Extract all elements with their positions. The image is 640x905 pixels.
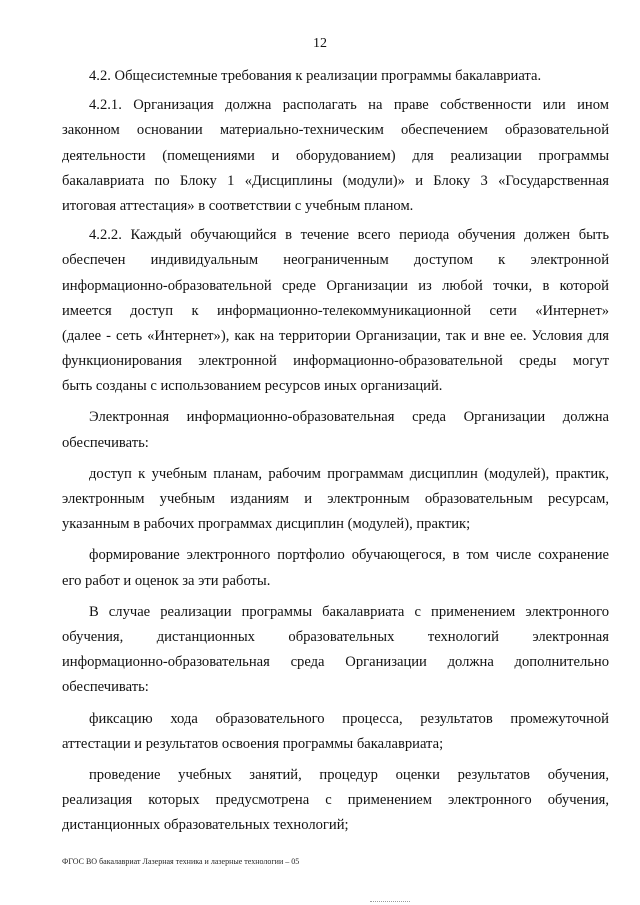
text-line: 4.2.2. Каждый обучающийся в течение всего периода обучения должен быть (89, 227, 609, 244)
paragraph-fixation (62, 707, 609, 757)
page-footer: ФГОС ВО бакалавриат Лазерная техника и лазерные технологии – 05 (62, 857, 300, 866)
text-line: фиксацию хода образовательного процесса, результатов промежуточной (89, 710, 609, 727)
text-line: быть созданы с использованием ресурсов иных организаций. (62, 378, 443, 395)
text-line: его работ и оценок за эти работы. (62, 572, 271, 589)
text-line: формирование электронного портфолио обучающегося, в том числе сохранение (89, 547, 609, 564)
page-body (62, 64, 609, 838)
text-line: реализация которых предусмотрена с применением электронного обучения, (62, 792, 609, 809)
text-line: имеется доступ к информационно-телекоммуникационной сети «Интернет» (62, 302, 609, 319)
text-line: деятельности (помещениями и оборудованием) для реализации программы (62, 147, 609, 164)
text-line: В случае реализации программы бакалавриата с применением электронного (89, 603, 609, 620)
text-line: доступ к учебным планам, рабочим программам дисциплин (модулей), практик, (89, 465, 609, 482)
page-number: 12 (313, 36, 327, 51)
paragraph-eios-intro (62, 405, 609, 455)
text-line: информационно-образовательной среде Организации из любой точки, в которой (62, 277, 609, 294)
text-line: бакалавриата по Блоку 1 «Дисциплины (модули)» и Блоку 3 «Государственная (62, 172, 609, 189)
paragraph-4-2-1 (62, 93, 609, 219)
paragraph-portfolio (62, 543, 609, 593)
paragraph-4-2-2 (62, 223, 609, 399)
text-line: дистанционных образовательных технологий; (62, 817, 349, 834)
scan-artifact (370, 901, 410, 903)
text-line: электронным учебным изданиям и электронным образовательным ресурсам, (62, 491, 609, 507)
paragraph-access (62, 462, 609, 538)
text-line: Электронная информационно-образовательная среда Организации должна (89, 409, 609, 426)
text-line: обеспечен индивидуальным неограниченным доступом к электронной (62, 252, 609, 269)
text-line: законном основании материально-техническим обеспечением образовательной (62, 122, 609, 139)
text-line: аттестации и результатов освоения программы бакалавриата; (62, 735, 444, 752)
text-line: функционирования электронной информационно-образовательной среды могут (62, 353, 609, 370)
text-line: указанным в рабочих программах дисциплин (модулей), практик; (62, 516, 471, 533)
text-line: информационно-образовательная среда Организации должна дополнительно (62, 654, 609, 671)
text-line: итоговая аттестация» в соответствии с учебным планом. (62, 197, 414, 214)
paragraph-classes (62, 763, 609, 839)
paragraph-distance-learning (62, 600, 609, 701)
text-line: обеспечивать: (62, 679, 149, 696)
text-line: 4.2. Общесистемные требования к реализации программы бакалавриата. (89, 68, 542, 84)
text-line: обеспечивать: (62, 434, 149, 451)
text-line: (далее - сеть «Интернет»), как на территории Организации, так и вне ее. Условия для (62, 327, 609, 344)
section-heading (62, 64, 609, 89)
text-line: проведение учебных занятий, процедур оценки результатов обучения, (89, 766, 609, 783)
text-line: 4.2.1. Организация должна располагать на праве собственности или ином (89, 97, 609, 114)
text-line: обучения, дистанционных образовательных технологий электронная (62, 628, 609, 645)
